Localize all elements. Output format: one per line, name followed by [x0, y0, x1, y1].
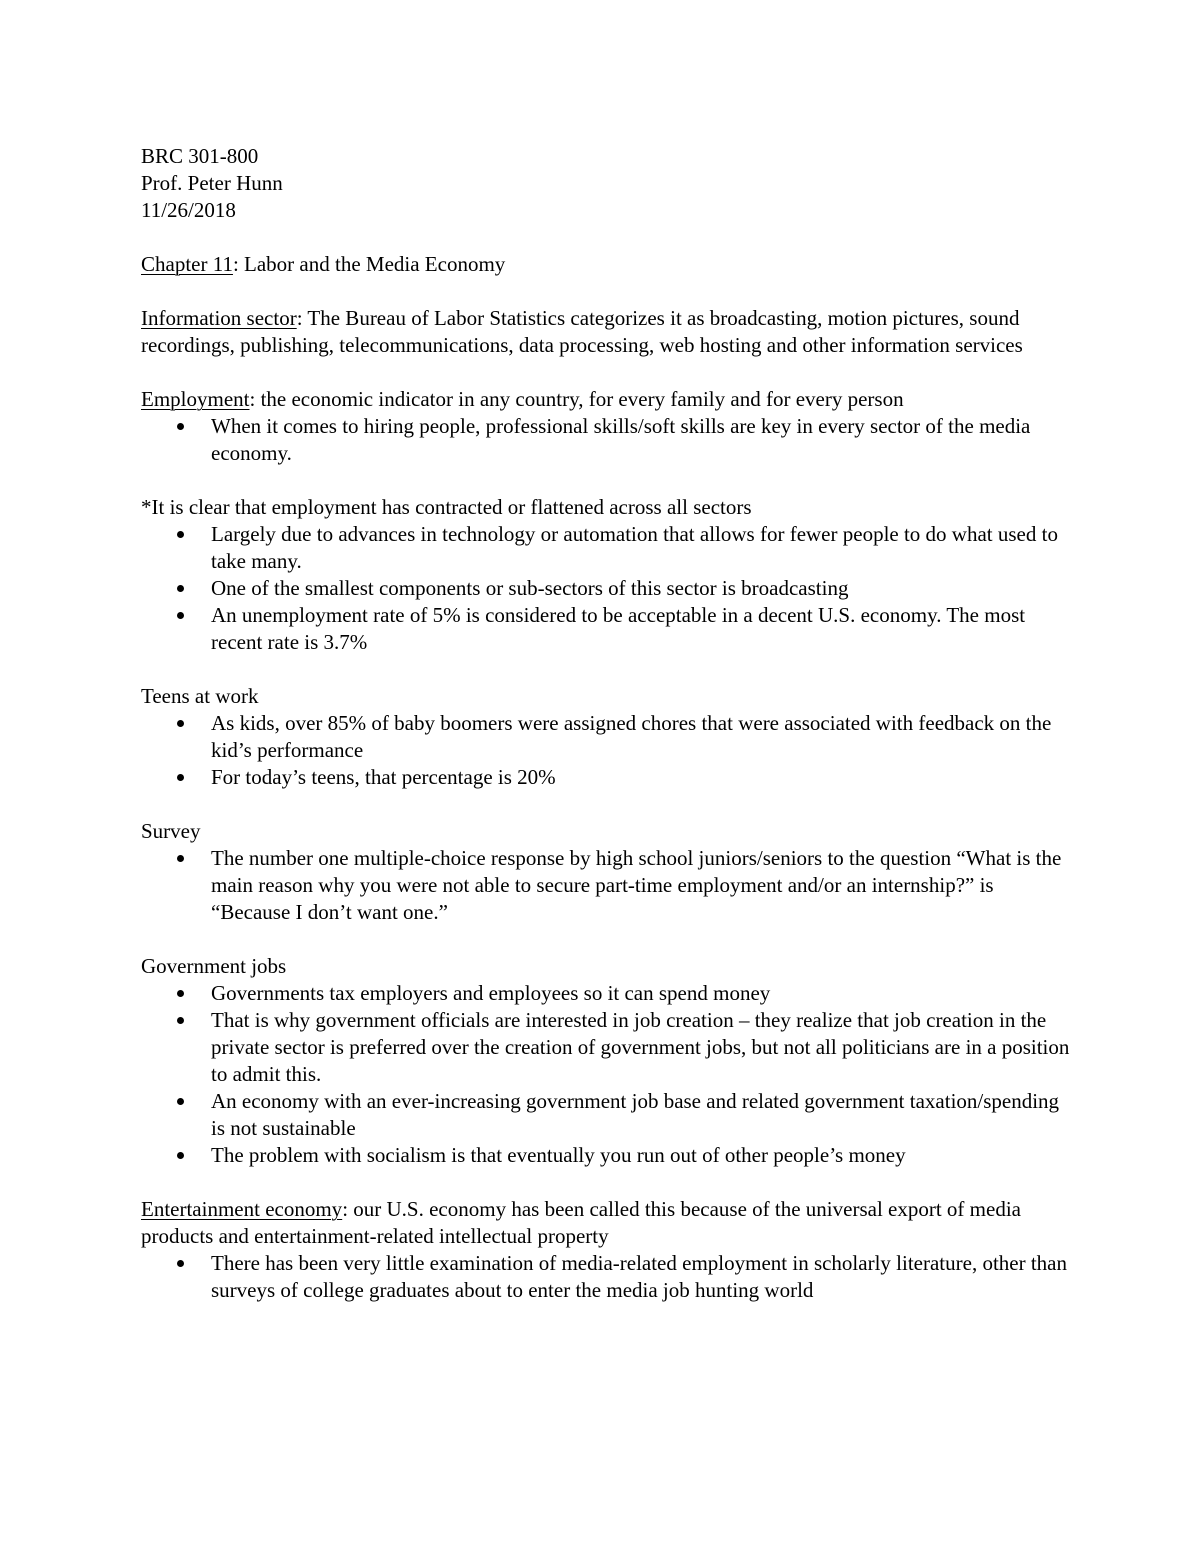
spacer: [141, 224, 1071, 251]
bullet-icon: [177, 855, 184, 862]
teens-heading: Teens at work: [141, 684, 259, 708]
spacer: [141, 656, 1071, 683]
list-item: [141, 1007, 1071, 1088]
chapter-label: Chapter 11: [141, 252, 233, 276]
list-item: [141, 602, 1071, 656]
spacer: [141, 278, 1071, 305]
list-item: [141, 1142, 1071, 1169]
survey-heading: Survey: [141, 819, 201, 843]
bullet-icon: [177, 1098, 184, 1105]
spacer: [141, 467, 1071, 494]
information-sector-term: Information sector: [141, 306, 297, 330]
entertainment-paragraph: [141, 1196, 1071, 1250]
entertainment-bullet-list: [141, 1250, 1071, 1304]
list-item-text: Governments tax employers and employees so it can spend money: [211, 981, 771, 1005]
course-code: BRC 301-800: [141, 144, 259, 168]
list-item-text: Largely due to advances in technology or automation that allows for fewer people to do what used to take many.: [211, 522, 1058, 573]
bullet-icon: [177, 612, 184, 619]
list-item-text: For today’s teens, that percentage is 20%: [211, 765, 556, 789]
entertainment-term: Entertainment economy: [141, 1197, 343, 1221]
bullet-icon: [177, 720, 184, 727]
chapter-heading: [141, 251, 1071, 278]
professor-name: Prof. Peter Hunn: [141, 171, 283, 195]
chapter-title: : Labor and the Media Economy: [232, 252, 506, 276]
information-sector-paragraph: [141, 305, 1071, 359]
contracted-bullet-list: [141, 521, 1071, 656]
bullet-icon: [177, 1017, 184, 1024]
list-item-text: That is why government officials are interested in job creation – they realize that job creation in the private sector is preferred over the creation of government jobs, but not all politicians are in a position to admit this.: [211, 1008, 1070, 1086]
list-item: [141, 764, 1071, 791]
list-item: [141, 710, 1071, 764]
list-item-text: There has been very little examination of media-related employment in scholarly literature, other than surveys of college graduates about to enter the media job hunting world: [211, 1251, 1068, 1302]
list-item: [141, 980, 1071, 1007]
spacer: [141, 359, 1071, 386]
bullet-icon: [177, 531, 184, 538]
government-bullet-list: [141, 980, 1071, 1169]
list-item-text: The problem with socialism is that eventually you run out of other people’s money: [211, 1143, 906, 1167]
bullet-icon: [177, 990, 184, 997]
list-item: [141, 413, 1071, 467]
government-heading: Government jobs: [141, 954, 287, 978]
information-sector-definition: : The Bureau of Labor Statistics categorizes it as broadcasting, motion pictures, sound recordings, publishing, telecommunications, data processing, web hosting and other information services: [141, 306, 1023, 357]
list-item: [141, 521, 1071, 575]
list-item: [141, 575, 1071, 602]
employment-term: Employment: [141, 387, 250, 411]
bullet-icon: [177, 423, 184, 430]
list-item-text: The number one multiple-choice response by high school juniors/seniors to the question “What is the main reason why you were not able to secure part-time employment and/or an internship?” is “Because I don’t want one.”: [211, 846, 1062, 924]
employment-bullet-list: [141, 413, 1071, 467]
list-item-text: An unemployment rate of 5% is considered to be acceptable in a decent U.S. economy. The most recent rate is 3.7%: [211, 603, 1026, 654]
spacer: [141, 926, 1071, 953]
list-item: [141, 1088, 1071, 1142]
survey-bullet-list: [141, 845, 1071, 926]
employment-paragraph: [141, 386, 1071, 413]
contracted-heading: *It is clear that employment has contracted or flattened across all sectors: [141, 495, 752, 519]
employment-definition: : the economic indicator in any country, for every family and for every person: [249, 387, 904, 411]
bullet-icon: [177, 1152, 184, 1159]
list-item: [141, 1250, 1071, 1304]
bullet-icon: [177, 774, 184, 781]
list-item: [141, 845, 1071, 926]
list-item-text: When it comes to hiring people, professional skills/soft skills are key in every sector of the media economy.: [211, 414, 1031, 465]
list-item-text: One of the smallest components or sub-sectors of this sector is broadcasting: [211, 576, 849, 600]
spacer: [141, 791, 1071, 818]
list-item-text: As kids, over 85% of baby boomers were assigned chores that were associated with feedback on the kid’s performance: [211, 711, 1052, 762]
document-date: 11/26/2018: [141, 198, 236, 222]
list-item-text: An economy with an ever-increasing government job base and related government taxation/spending is not sustainable: [211, 1089, 1060, 1140]
spacer: [141, 1169, 1071, 1196]
document-body: [141, 143, 1071, 1304]
entertainment-definition: : our U.S. economy has been called this because of the universal export of media products and entertainment-related intellectual property: [141, 1197, 1021, 1248]
bullet-icon: [177, 585, 184, 592]
teens-bullet-list: [141, 710, 1071, 791]
bullet-icon: [177, 1260, 184, 1267]
